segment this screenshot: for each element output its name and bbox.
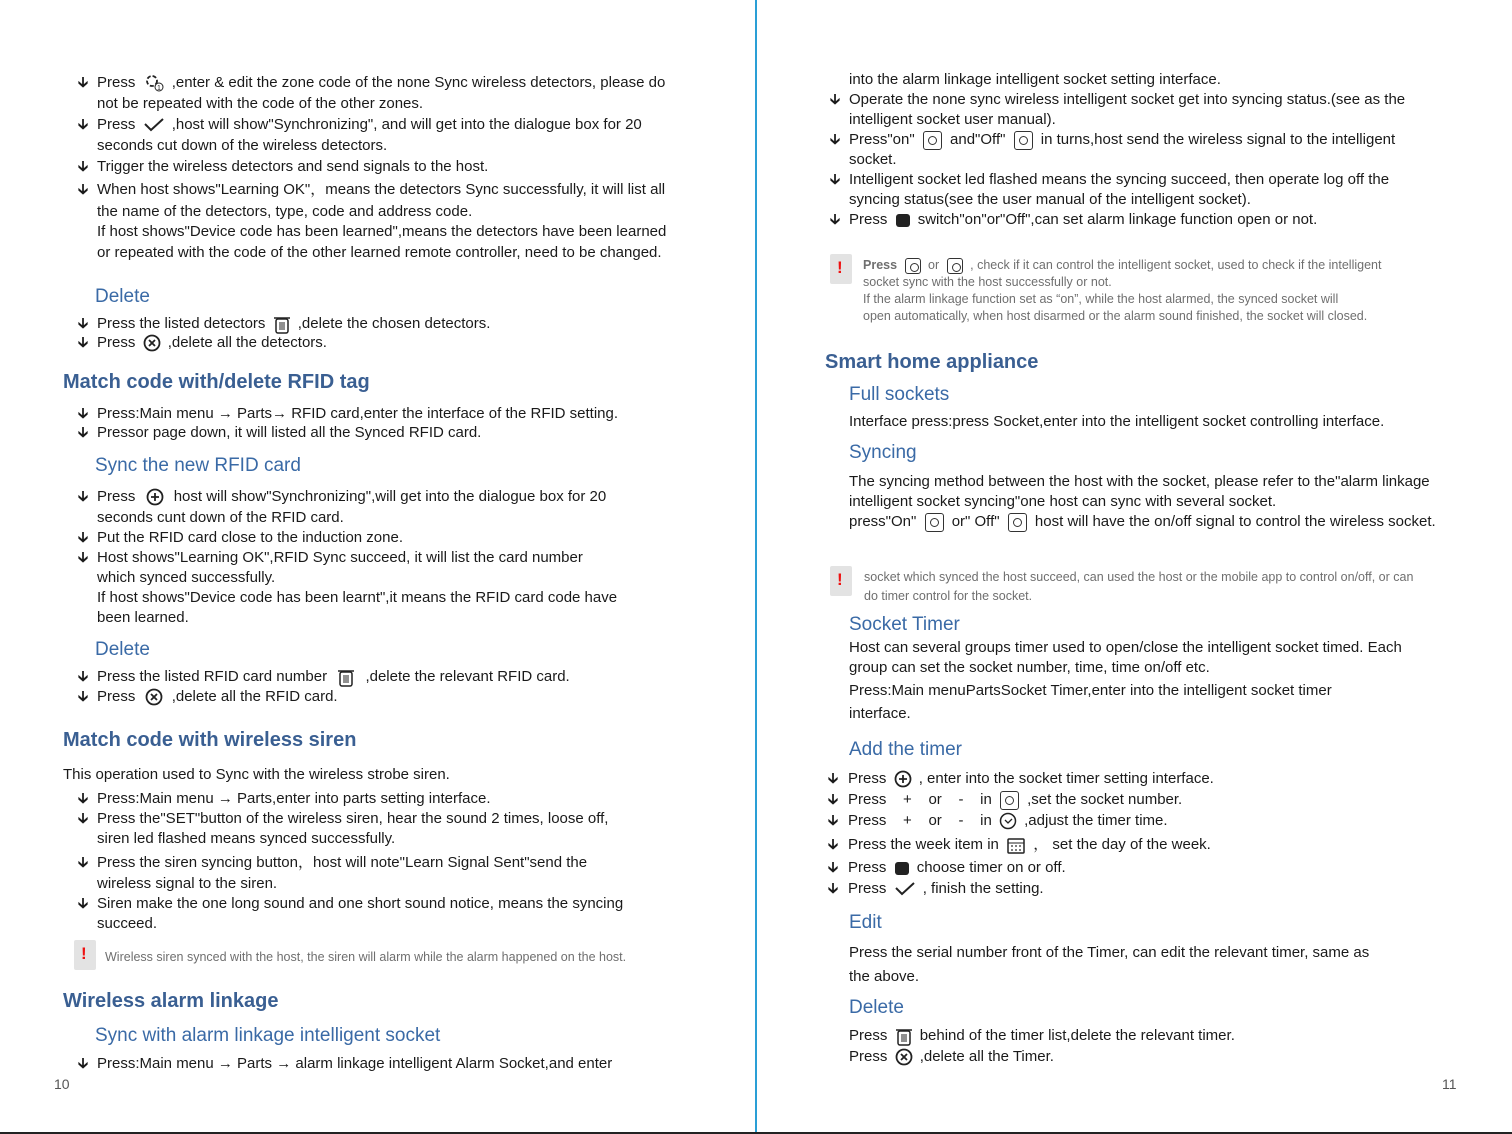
bullet-arrow: 🡳: [827, 812, 839, 829]
trash-icon: [334, 667, 358, 687]
paragraph: the above.: [849, 968, 920, 985]
bullet-arrow: 🡳: [77, 158, 89, 175]
list-item: Press switch"on"or"Off",can set alarm linkage function open or not.: [849, 211, 1318, 228]
list-item-cont: been learned.: [97, 609, 189, 626]
section-subheading: Delete: [95, 286, 150, 307]
paragraph: Press:Main menuPartsSocket Timer,enter into the intelligent socket timer: [849, 682, 1332, 699]
bullet-arrow: 🡳: [827, 791, 839, 808]
note-text: Press or , check if it can control the intelligent socket, used to check if the intelligent: [863, 258, 1382, 272]
bullet-arrow: 🡳: [77, 181, 89, 198]
list-item-cont: seconds cunt down of the RFID card.: [97, 509, 344, 526]
switch-icon: [895, 862, 909, 875]
list-item-cont: succeed.: [97, 915, 158, 932]
paragraph: Host can several groups timer used to open/close the intelligent socket timed. Each: [849, 639, 1402, 656]
list-item: Put the RFID card close to the induction zone.: [97, 529, 403, 546]
list-item: Press the listed detectors ,delete the chosen detectors.: [97, 314, 490, 334]
delete-all-icon: [895, 1048, 913, 1066]
list-item: Press ,host will show"Synchronizing", and will get into the dialogue box for 20: [97, 116, 642, 133]
socket-off-icon: [1008, 513, 1027, 532]
right-page: [757, 0, 1512, 1134]
paragraph: Interface press:press Socket,enter into the intelligent socket controlling interface.: [849, 413, 1385, 430]
warning-icon: !: [74, 940, 96, 970]
list-item: Press + or - in ,set the socket number.: [848, 791, 1183, 808]
trash-icon: [273, 314, 291, 334]
list-item: Press choose timer on or off.: [848, 859, 1066, 876]
socket-number-icon: [1000, 791, 1019, 810]
socket-off-icon: [1014, 131, 1033, 150]
bullet-arrow: 🡳: [77, 668, 89, 685]
warning-icon: !: [830, 254, 852, 284]
paragraph: Press behind of the timer list,delete the relevant timer.: [849, 1026, 1235, 1046]
paragraph: Press ,delete all the Timer.: [849, 1048, 1054, 1065]
paragraph: This operation used to Sync with the wireless strobe siren.: [63, 766, 450, 783]
bullet-arrow: 🡳: [77, 529, 89, 546]
list-item: Press 1 ,enter & edit the zone code of the none Sync wireless detectors, please do: [97, 74, 666, 93]
note-text: socket sync with the host successfully or not.: [863, 275, 1112, 289]
section-subheading: Sync with alarm linkage intelligent socket: [95, 1025, 441, 1046]
left-page: [0, 0, 755, 1134]
section-heading: Match code with/delete RFID tag: [63, 371, 370, 393]
section-subheading: Sync the new RFID card: [95, 455, 301, 476]
list-item-cont: siren led flashed means synced successfully.: [97, 830, 396, 847]
switch-icon: [896, 214, 910, 227]
section-subheading: Delete: [849, 997, 904, 1018]
list-item: Operate the none sync wireless intelligent socket get into syncing status.(see as the: [849, 91, 1406, 108]
bullet-arrow: 🡳: [77, 895, 89, 912]
check-icon: [894, 881, 916, 897]
list-item: Press the"SET"button of the wireless siren, hear the sound 2 times, loose off,: [97, 810, 609, 827]
section-subheading: Syncing: [849, 442, 917, 463]
list-item: Intelligent socket led flashed means the syncing succeed, then operate log off the: [849, 171, 1390, 188]
list-item: Trigger the wireless detectors and send signals to the host.: [97, 158, 489, 175]
list-item: Press:Main menu → Parts,enter into parts setting interface.: [97, 790, 491, 807]
warning-icon: !: [830, 566, 852, 596]
note-text: do timer control for the socket.: [864, 589, 1033, 603]
page-number: 10: [54, 1076, 70, 1092]
list-item: Press"on" and"Off" in turns,host send the wireless signal to the intelligent: [849, 131, 1396, 148]
note-text: open automatically, when host disarmed or the alarm sound finished, the socket will closed.: [863, 309, 1368, 323]
list-item-cont: wireless signal to the siren.: [97, 875, 278, 892]
bullet-arrow: 🡳: [829, 211, 841, 228]
note-text: If the alarm linkage function set as “on”, while the host alarmed, the synced socket will: [863, 292, 1339, 306]
section-subheading: Edit: [849, 912, 882, 933]
bullet-arrow: 🡳: [829, 131, 841, 148]
list-item: Pressor page down, it will listed all the Synced RFID card.: [97, 424, 482, 441]
trash-icon: [895, 1026, 913, 1046]
list-item: Press ,delete all the RFID card.: [97, 688, 338, 705]
socket-on-icon: [923, 131, 942, 150]
bullet-arrow: 🡳: [77, 334, 89, 351]
paragraph: interface.: [849, 705, 911, 722]
section-heading: Smart home appliance: [825, 351, 1039, 373]
bullet-arrow: 🡳: [77, 810, 89, 827]
bullet-arrow: 🡳: [77, 424, 89, 441]
section-heading: Match code with wireless siren: [63, 729, 357, 751]
bullet-arrow: 🡳: [77, 74, 89, 91]
list-item: Press the siren syncing button，host will note"Learn Signal Sent"send the: [97, 854, 588, 871]
add-icon: [143, 488, 167, 506]
list-item: Press , enter into the socket timer setting interface.: [848, 770, 1214, 787]
list-item: Press host will show"Synchronizing",will get into the dialogue box for 20: [97, 488, 607, 505]
bullet-arrow: 🡳: [77, 405, 89, 422]
list-item-cont: If host shows"Device code has been learnt",it means the RFID card code have: [97, 589, 618, 606]
page-number: 11: [1442, 1076, 1457, 1092]
bullet-arrow: 🡳: [77, 488, 89, 505]
bullet-arrow: 🡳: [827, 859, 839, 876]
bullet-arrow: 🡳: [77, 549, 89, 566]
add-icon: [894, 770, 912, 788]
list-item: When host shows"Learning OK"，means the detectors Sync successfully, it will list all: [97, 181, 666, 198]
paragraph: press"On" or" Off" host will have the on/off signal to control the wireless socket.: [849, 513, 1436, 530]
socket-on-icon: [925, 513, 944, 532]
paragraph: group can set the socket number, time, time on/off etc.: [849, 659, 1210, 676]
list-item-cont: If host shows"Device code has been learned",means the detectors have been learned: [97, 223, 667, 240]
paragraph: The syncing method between the host with the socket, please refer to the"alarm linkage: [849, 473, 1430, 490]
section-subheading: Add the timer: [849, 739, 962, 760]
bullet-arrow: 🡳: [829, 91, 841, 108]
edit-zone-icon: [143, 73, 165, 93]
section-subheading: Full sockets: [849, 384, 950, 405]
list-item: Press , finish the setting.: [848, 880, 1044, 897]
socket-on-icon: [905, 258, 921, 274]
note-text: Wireless siren synced with the host, the siren will alarm while the alarm happened on the host.: [105, 950, 627, 964]
section-subheading: Socket Timer: [849, 614, 960, 635]
section-subheading: Delete: [95, 639, 150, 660]
bullet-arrow: 🡳: [77, 315, 89, 332]
list-item: Press + or - in ,adjust the timer time.: [848, 812, 1168, 829]
bullet-arrow: 🡳: [77, 790, 89, 807]
list-item-cont: which synced successfully.: [97, 569, 276, 586]
bullet-arrow: 🡳: [77, 854, 89, 871]
list-item: Host shows"Learning OK",RFID Sync succeed, it will list the card number: [97, 549, 583, 566]
bullet-arrow: 🡳: [827, 836, 839, 853]
list-item-cont: or repeated with the code of the other learned remote controller, need to be changed.: [97, 244, 662, 261]
delete-all-icon: [143, 688, 165, 706]
list-item-cont: not be repeated with the code of the other zones.: [97, 95, 424, 112]
section-heading: Wireless alarm linkage: [63, 990, 279, 1012]
bullet-arrow: 🡳: [77, 688, 89, 705]
list-item-cont: into the alarm linkage intelligent socket setting interface.: [849, 71, 1221, 88]
list-item: Press ,delete all the detectors.: [97, 334, 327, 351]
bullet-arrow: 🡳: [77, 116, 89, 133]
bullet-arrow: 🡳: [77, 1055, 89, 1072]
list-item-cont: syncing status(see the user manual of the intelligent socket).: [849, 191, 1251, 208]
bullet-arrow: 🡳: [827, 880, 839, 897]
svg-text:1: 1: [156, 85, 161, 93]
list-item: Press:Main menu → Parts→ RFID card,enter the interface of the RFID setting.: [97, 405, 619, 422]
list-item: Press:Main menu → Parts → alarm linkage intelligent Alarm Socket,and enter: [97, 1055, 613, 1072]
list-item: Siren make the one long sound and one short sound notice, means the syncing: [97, 895, 624, 912]
delete-all-icon: [143, 334, 161, 352]
list-item-cont: intelligent socket user manual).: [849, 111, 1056, 128]
bullet-arrow: 🡳: [827, 770, 839, 787]
paragraph: intelligent socket syncing"one host can sync with several socket.: [849, 493, 1277, 510]
list-item-cont: the name of the detectors, type, code and address code.: [97, 203, 473, 220]
list-item-cont: seconds cut down of the wireless detectors.: [97, 137, 388, 154]
list-item: Press the week item in ， set the day of the week.: [848, 836, 1211, 853]
clock-icon: [999, 812, 1017, 830]
note-text: socket which synced the host succeed, can used the host or the mobile app to control on/off, or can: [864, 570, 1414, 584]
socket-off-icon: [947, 258, 963, 274]
paragraph: Press the serial number front of the Timer, can edit the relevant timer, same as: [849, 944, 1370, 961]
list-item: Press the listed RFID card number ,delete the relevant RFID card.: [97, 667, 570, 687]
list-item-cont: socket.: [849, 151, 897, 168]
calendar-icon: [1006, 836, 1026, 854]
bullet-arrow: 🡳: [829, 171, 841, 188]
check-icon: [143, 117, 165, 133]
